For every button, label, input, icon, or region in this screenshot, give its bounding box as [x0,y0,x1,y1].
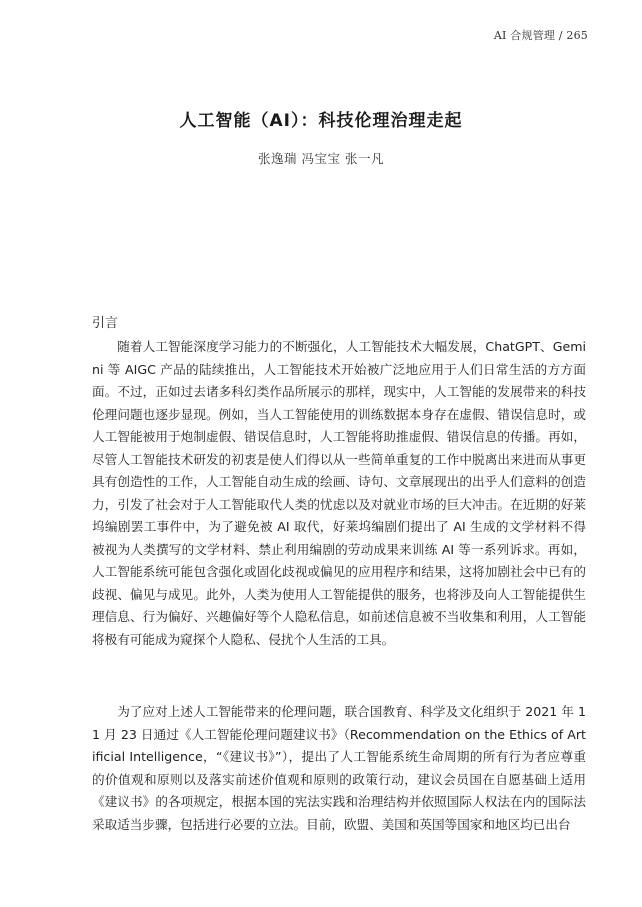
body-paragraph: 随着人工智能深度学习能力的不断强化，人工智能技术大幅发展，ChatGPT、Gemini 等 AIGC 产品的陆续推出，人工智能技术开始被广泛地应用于人们日常生活的方方面面。不过，正如过去诸多科幻类作品所展示的那样，现实中，人工智能的发展带来的科技伦理问题也逐步显现。例如，当人工智能使用的训练数据本身存在虚假、错误信息时，或人工智能被用于炮制虚假、错误信息时，人工智能将助推虚假、错误信息的传播。再如，尽管人工智能技术研发的初衷是使人们得以从一些简单重复的工作中脱离出来进而从事更具有创造性的工作，人工智能自动生成的绘画、诗句、文章展现出的出乎人们意料的创造力，引发了社会对于人工智能取代人类的忧虑以及对就业市场的巨大冲击。在近期的好莱坞编剧罢工事件中，为了避免被 AI 取代，好莱坞编剧们提出了 AI 生成的文学材料不得被视为人类撰写的文学材料、禁止利用编剧的劳动成果来训练 AI 等一系列诉求。再如，人工智能系统可能包含强化或固化歧视或偏见的应用程序和结果，这将加剧社会中已有的歧视、偏见与成见。此外，人类为使用人工智能提供的服务，也将涉及向人工智能提供生理信息、行为偏好、兴趣偏好等个人隐私信息，如前述信息被不当收集和利用，人工智能将极有可能成为窥探个人隐私、侵扰个人生活的工具。 [92,339,586,647]
article-authors: 张逸瑞 冯宝宝 张一凡 [258,151,384,166]
body-paragraph: 为了应对上述人工智能带来的伦理问题，联合国教育、科学及文化组织于 2021 年 11 月 23 日通过《人工智能伦理问题建议书》（Recommendation on the Ethics of Artificial Intelligence，“《建议书》”），提出了人工智能系统生命周期的所有行为者应尊重的价值观和原则以及落实前述价值观和原则的政策行动，建议会员国在自愿基础上适用《建议书》的各项规定，根据本国的宪法实践和治理结构并依照国际人权法在内的国际法采取适当步骤，包括进行必要的立法。目前，欧盟、美国和英国等国家和地区均已出台 [92,704,586,832]
article-title: 人工智能（AI）：科技伦理治理走起 [179,111,463,131]
section-heading-introduction: 引言 [92,316,119,331]
running-header: AI 合规管理 / 265 [493,29,588,42]
